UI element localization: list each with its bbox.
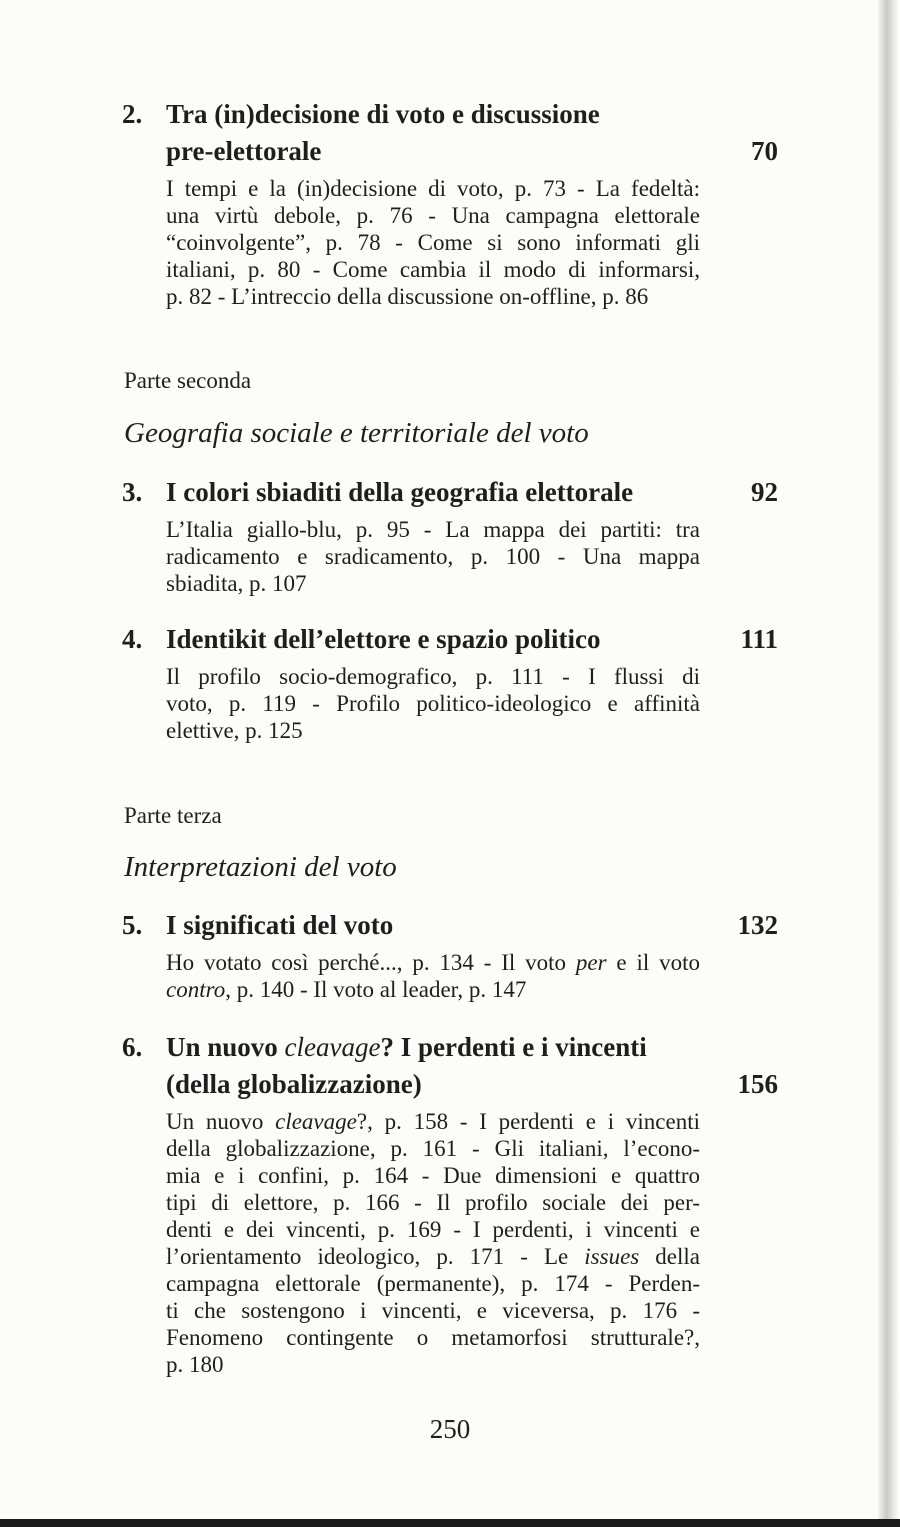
- section-line: Un nuovo cleavage?, p. 158 - I perdenti e i vincenti: [166, 1109, 700, 1134]
- section-line: Fenomeno contingente o metamorfosi strutturale?,: [166, 1325, 700, 1350]
- section-line: elettive, p. 125: [166, 718, 303, 743]
- part-title: Interpretazioni del voto: [124, 851, 397, 883]
- chapter-page-number: 70: [751, 136, 778, 166]
- section-line: italiani, p. 80 - Come cambia il modo di informarsi,: [166, 257, 700, 282]
- chapter-number: 6.: [122, 1032, 143, 1062]
- chapter-number: 5.: [122, 910, 143, 940]
- toc-entry-chapter-4: [122, 624, 778, 744]
- part-label: Parte seconda: [124, 368, 252, 393]
- scan-bottom-border: [0, 1519, 900, 1527]
- section-line: una virtù debole, p. 76 - Una campagna elettorale: [166, 203, 700, 228]
- section-line: campagna elettorale (permanente), p. 174 - Perden-: [166, 1271, 700, 1296]
- section-line: mia e i confini, p. 164 - Due dimensioni e quattro: [166, 1163, 700, 1188]
- page-number: 250: [429, 1414, 471, 1444]
- chapter-title-continued: pre-elettorale: [166, 136, 322, 166]
- section-line: p. 180: [166, 1352, 224, 1377]
- section-line: p. 82 - L’intreccio della discussione on-offline, p. 86: [166, 284, 649, 309]
- section-line: contro, p. 140 - Il voto al leader, p. 147: [166, 977, 527, 1002]
- chapter-number: 2.: [122, 99, 143, 129]
- chapter-page-number: 111: [740, 624, 778, 654]
- section-line: voto, p. 119 - Profilo politico-ideologico e affinità: [166, 691, 700, 716]
- chapter-number: 3.: [122, 477, 143, 507]
- chapter-title: Tra (in)decisione di voto e discussione: [166, 99, 600, 129]
- chapter-title: I significati del voto: [166, 910, 394, 940]
- chapter-title: Identikit dell’elettore e spazio politico: [166, 624, 601, 654]
- section-line: “coinvolgente”, p. 78 - Come si sono informati gli: [166, 230, 700, 255]
- section-line: l’orientamento ideologico, p. 171 - Le issues della: [166, 1244, 700, 1269]
- page-edge-shadow: [878, 0, 900, 1527]
- toc-entry-chapter-5: [122, 910, 778, 1003]
- chapter-title: I colori sbiaditi della geografia elettorale: [166, 477, 634, 507]
- chapter-number: 4.: [122, 624, 143, 654]
- part-title: Geografia sociale e territoriale del voto: [124, 417, 589, 449]
- section-line: Ho votato così perché..., p. 134 - Il voto per e il voto: [166, 950, 700, 975]
- section-line: tipi di elettore, p. 166 - Il profilo sociale dei per-: [166, 1190, 700, 1215]
- section-line: I tempi e la (in)decisione di voto, p. 73 - La fedeltà:: [166, 176, 700, 201]
- chapter-sections: [166, 516, 700, 597]
- chapter-sections: [166, 949, 700, 1003]
- toc-entry-chapter-2: [122, 99, 778, 310]
- section-line: L’Italia giallo-blu, p. 95 - La mappa dei partiti: tra: [166, 517, 700, 542]
- section-line: Il profilo socio-demografico, p. 111 - I flussi di: [166, 664, 700, 689]
- chapter-title-continued: (della globalizzazione): [166, 1069, 422, 1099]
- chapter-sections: [166, 175, 700, 310]
- chapter-page-number: 156: [737, 1069, 778, 1099]
- chapter-sections: [166, 1108, 700, 1378]
- section-line: ti che sostengono i vincenti, e viceversa, p. 176 -: [166, 1298, 700, 1323]
- section-line: radicamento e sradicamento, p. 100 - Una mappa: [166, 544, 700, 569]
- section-line: denti e dei vincenti, p. 169 - I perdenti, i vincenti e: [166, 1217, 700, 1242]
- toc-entry-chapter-3: [122, 477, 778, 597]
- chapter-title: Un nuovo cleavage? I perdenti e i vincenti: [166, 1032, 647, 1062]
- toc-entry-chapter-6: [122, 1032, 778, 1378]
- section-line: della globalizzazione, p. 161 - Gli italiani, l’econo-: [166, 1136, 700, 1161]
- part-label: Parte terza: [124, 803, 222, 828]
- chapter-sections: [166, 663, 700, 744]
- chapter-page-number: 132: [737, 910, 778, 940]
- section-line: sbiadita, p. 107: [166, 571, 307, 596]
- chapter-page-number: 92: [751, 477, 778, 507]
